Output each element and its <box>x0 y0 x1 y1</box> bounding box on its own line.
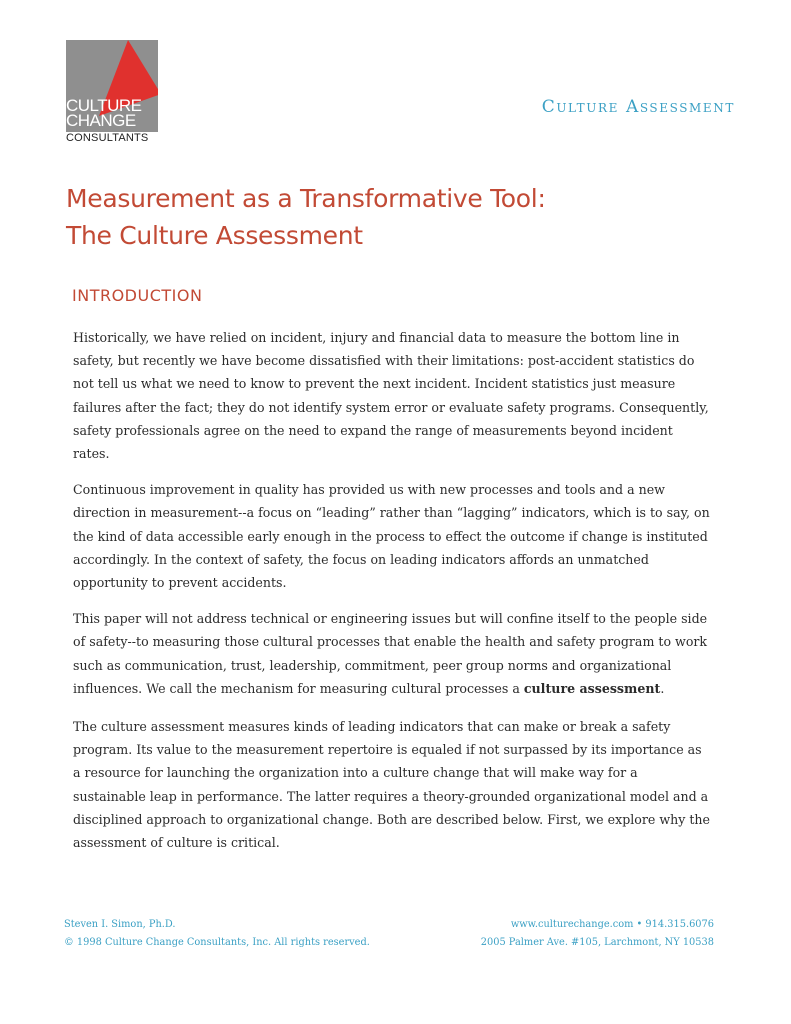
footer-contact: www.culturechange.com • 914.315.6076 <box>510 919 714 930</box>
body-text <box>73 326 713 867</box>
logo-word-culture: CULTURE <box>66 96 142 115</box>
paragraph-1: Historically, we have relied on incident, injury and financial data to measure the bottom line in safety, but recently we have become dissatisfied with their limitations: post-accident statistics do not tell us what we need to know to prevent the next incident. Incident statistics just measure failures after the fact; they do not identify system error or evaluate safety programs. Consequently, safety professionals agree on the need to expand the range of measurements beyond incident rates. <box>73 330 709 462</box>
logo-word-change: CHANGE <box>66 111 136 130</box>
header-title: Culture Assessment <box>541 97 735 117</box>
document-title <box>66 180 726 254</box>
title-line-1: Measurement as a Transformative Tool: <box>66 184 546 213</box>
paragraph-2: Continuous improvement in quality has provided us with new processes and tools and a new direction in measurement--a focus on “leading” rather than “lagging” indicators, which is to say, on the kind of data accessible early enough in the process to effect the outcome if change is instituted accordingly. In the context of safety, the focus on leading indicators affords an unmatched opportunity to prevent accidents. <box>73 482 710 591</box>
footer-copyright: © 1998 Culture Change Consultants, Inc. All rights reserved. <box>64 937 370 948</box>
paragraph-4: The culture assessment measures kinds of leading indicators that can make or break a safety program. Its value to the measurement repertoire is equaled if not surpassed by its importance as a resource for launching the organization into a culture change that will make way for a sustainable leap in performance. The latter requires a theory-grounded organizational model and a disciplined approach to organizational change. Both are described below. First, we explore why the assessment of culture is critical. <box>73 719 710 851</box>
paragraph-3-bold: culture assessment <box>523 680 661 696</box>
paragraph-3-end: . <box>660 680 665 696</box>
paragraph-3 <box>73 607 713 700</box>
paragraph-3-text: This paper will not address technical or engineering issues but will confine itself to the people side of safety--to measuring those cultural processes that enable the health and safety program to work such as communication, trust, leadership, commitment, peer group norms and organizational influences. We call the mechanism for measuring cultural processes a <box>73 611 708 696</box>
logo-word-consultants: CONSULTANTS <box>66 132 149 144</box>
footer-address: 2005 Palmer Ave. #105, Larchmont, NY 10538 <box>480 937 714 948</box>
title-line-2: The Culture Assessment <box>66 221 363 250</box>
company-logo <box>66 40 158 144</box>
footer-right <box>481 916 714 952</box>
section-heading: INTRODUCTION <box>72 286 203 305</box>
footer-author: Steven I. Simon, Ph.D. <box>64 919 176 930</box>
logo-box <box>66 40 158 132</box>
footer-left <box>64 916 370 952</box>
